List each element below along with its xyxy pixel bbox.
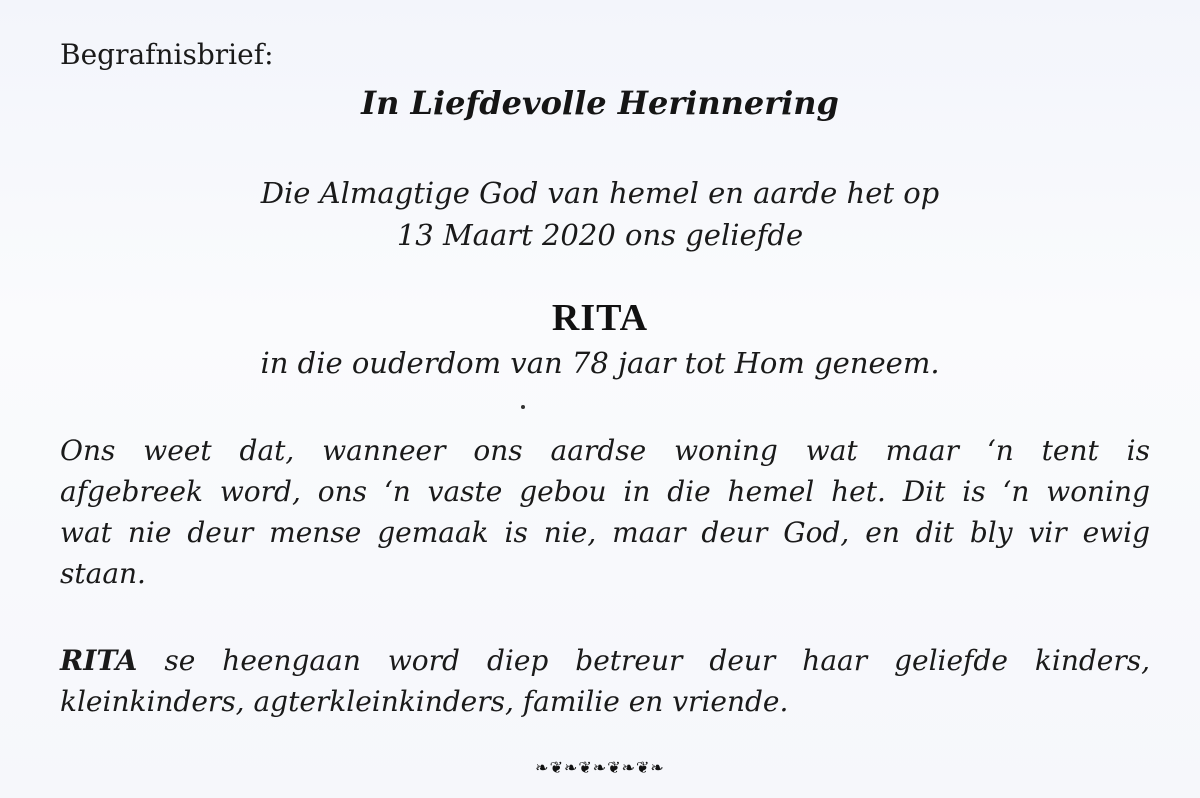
scripture-line-2: afgebreek word, ons ‘n vaste gebou in die hemel het. Dit is ‘n woning (60, 475, 1150, 508)
decorative-dot (521, 405, 525, 409)
mourning-line-1 (60, 640, 1150, 681)
scripture-line-4: staan. (60, 557, 146, 590)
intro-line-2: 13 Maart 2020 ons geliefde (396, 218, 804, 252)
memorial-heading: In Liefdevolle Herinnering (361, 84, 839, 122)
age-line: in die ouderdom van 78 jaar tot Hom geneem. (260, 346, 940, 380)
document-label: Begrafnisbrief: (60, 38, 274, 71)
scripture-paragraph (60, 430, 1150, 594)
intro-line-1: Die Almagtige God van hemel en aarde het op (260, 176, 940, 210)
deceased-name: RITA (551, 297, 649, 339)
ornament-divider: ❧❦❧❦❧❦❧❦❧ (535, 758, 665, 777)
mourning-paragraph (60, 640, 1150, 722)
mourning-line-2: kleinkinders, agterkleinkinders, familie en vriende. (60, 685, 789, 718)
mourning-line-1-rest: se heengaan word diep betreur deur haar geliefde kinders, (137, 644, 1150, 677)
scripture-line-3: wat nie deur mense gemaak is nie, maar deur God, en dit bly vir ewig (60, 516, 1150, 549)
scripture-line-1: Ons weet dat, wanneer ons aardse woning wat maar ‘n tent is (60, 434, 1150, 467)
mourning-name: RITA (60, 644, 138, 677)
